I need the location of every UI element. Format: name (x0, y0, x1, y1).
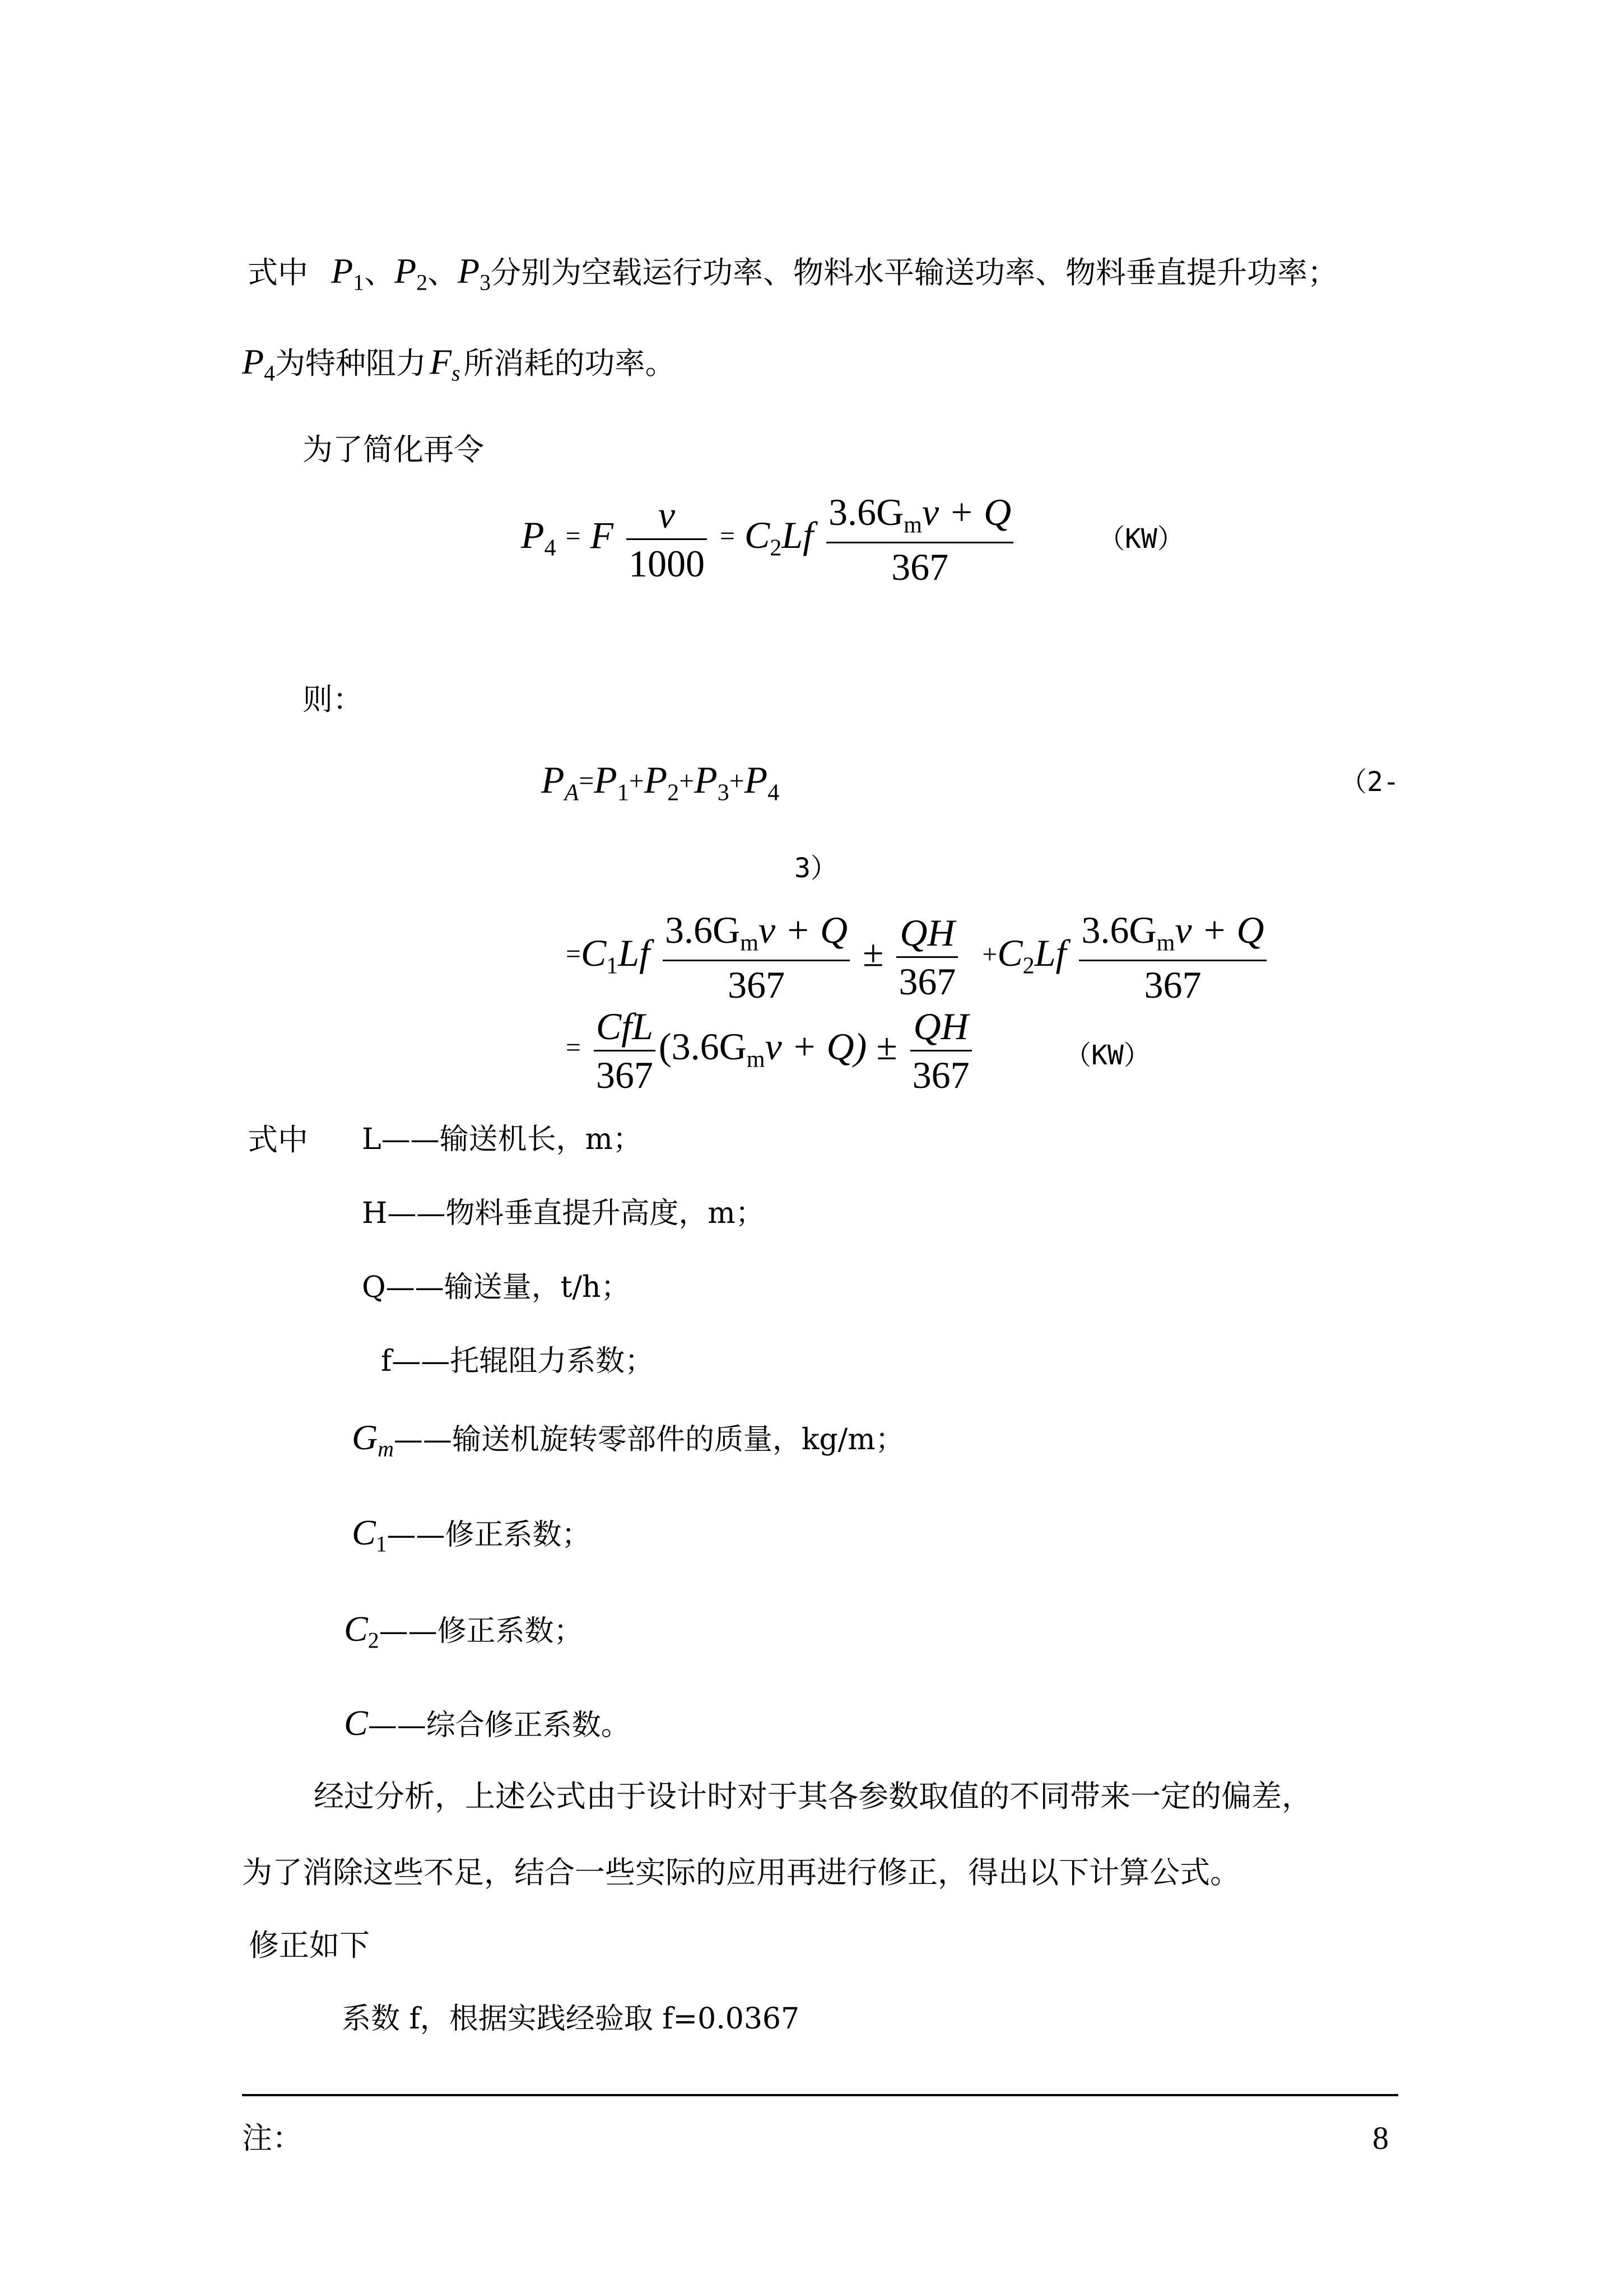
page-number: 8 (1372, 2120, 1389, 2156)
revision-heading: 修正如下 (249, 1928, 370, 1963)
definition-h: H——物料垂直提升高度，m； (362, 1197, 765, 1230)
eq2-number-b: 3） (794, 853, 837, 884)
definition-c1: $C_1——$修正系数； (352, 1513, 591, 1557)
symbol-p3: $P_3$ (458, 251, 491, 295)
eq2-fraction-1: $\frac{3.6G_mv + Q}{367}$ (663, 911, 850, 1004)
equation-combined: = $\frac{\text{CfL}}{367}$ $(3.6G_mv + Q)$ ± $\frac{QH}{367}$ (566, 1007, 975, 1094)
equation-expanded: $=C_1Lf$ $\frac{3.6G_mv + Q}{367}$ ± $\frac{QH}{367}$ $+C_2Lf$ $\frac{3.6G_mv + Q}{367}$ (566, 911, 1270, 1004)
eq1-fraction-v: $\frac{v}{1000}$ (626, 496, 707, 583)
coefficient-text: 系数 f，根据实践经验取 f=0.0367 (342, 2002, 800, 2036)
symbol-p4: $P_4$ (242, 342, 275, 386)
then-text: 则： (303, 682, 363, 717)
simplify-text: 为了简化再令 (303, 432, 484, 467)
intro-line-2: $P_4$为特种阻力Fs 所消耗的功率。 (242, 342, 676, 386)
footer-divider (242, 2094, 1398, 2096)
eq3-fraction-1: $\frac{\text{CfL}}{367}$ (594, 1007, 655, 1094)
equation-pa: $PA=P_1+P_2+P_3+P_4$ (541, 759, 780, 806)
symbol-p1: $P_1$ (331, 251, 365, 295)
definition-gm: Gm——输送机旋转零部件的质量，kg/m； (352, 1417, 905, 1462)
definition-f: f——托辊阻力系数； (381, 1344, 654, 1378)
eq2-fraction-2: $\frac{QH}{367}$ (896, 914, 958, 1001)
eq3-unit: （KW） (1064, 1040, 1151, 1071)
definition-l: L——输送机长，m； (362, 1123, 642, 1156)
eq3-fraction-2: $\frac{QH}{367}$ (910, 1007, 972, 1094)
analysis-paragraph-2: 为了消除这些不足，结合一些实际的应用再进行修正，得出以下计算公式。 (242, 1855, 1240, 1890)
definition-c: C——综合修正系数。 (344, 1703, 630, 1743)
definition-c2: $C_2——$修正系数； (344, 1609, 583, 1653)
equation-p4: $P_4 = F$ $\frac{v}{1000}$ = $C_2Lf$ $\frac{3.6G_mv + Q}{367}$ (521, 493, 1017, 586)
symbol-p2: $P_2$ (394, 251, 428, 295)
definition-q: Q——输送量，t/h； (362, 1271, 630, 1304)
eq2-number-a: （2- (1340, 766, 1399, 798)
symbol-fs: Fs (429, 342, 460, 386)
intro-line-1: 式中 $P_1$、$P_2$、$P_3$分别为空载运行功率、物料水平输送功率、物料垂直提升功率； (248, 251, 1338, 295)
eq1-p4: $P_4$ (521, 514, 556, 561)
definitions-heading: 式中 (248, 1122, 308, 1157)
intro-suffix: 分别为空载运行功率、物料水平输送功率、物料垂直提升功率； (490, 255, 1338, 290)
intro-prefix: 式中 (248, 255, 308, 290)
analysis-paragraph-1: 经过分析，上述公式由于设计时对于其各参数取值的不同带来一定的偏差， (314, 1779, 1312, 1814)
eq1-fraction-load: $\frac{3.6G_mv + Q}{367}$ (826, 493, 1013, 586)
eq2-fraction-3: $\frac{3.6G_mv + Q}{367}$ (1079, 911, 1266, 1004)
eq1-unit: （KW） (1098, 523, 1184, 555)
footer-note: 注： (242, 2120, 303, 2156)
